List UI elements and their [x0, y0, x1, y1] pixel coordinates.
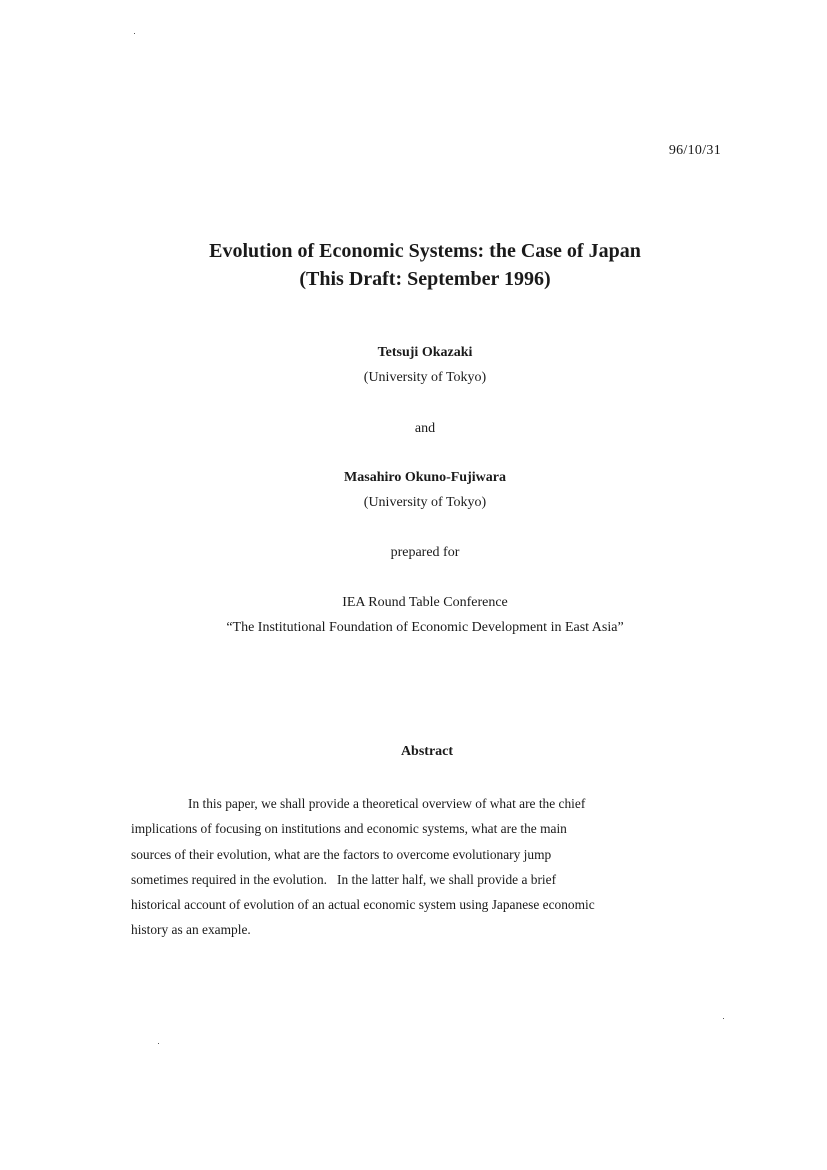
author-conjunction: and [414, 421, 436, 436]
abstract-line: In this paper, we shall provide a theoretical overview of what are the chief [188, 796, 586, 811]
abstract-line: history as an example. [131, 922, 251, 938]
prepared-for-label: prepared for [390, 545, 460, 560]
document-date: 96/10/31 [668, 143, 721, 158]
author-name-1: Tetsuji Okazaki [377, 345, 473, 360]
abstract-body [131, 791, 717, 943]
scan-speck [158, 1043, 159, 1044]
abstract-line: historical account of evolution of an actual economic system using Japanese economic [131, 897, 595, 913]
author-name-2: Masahiro Okuno-Fujiwara [344, 470, 506, 485]
abstract-line: sources of their evolution, what are the factors to overcome evolutionary jump [131, 846, 552, 862]
scan-speck [134, 33, 135, 34]
abstract-line: implications of focusing on institutions and economic systems, what are the main [131, 821, 567, 837]
title-line-2: (This Draft: September 1996) [299, 268, 551, 290]
title-line-1: Evolution of Economic Systems: the Case of Japan [209, 240, 641, 262]
conference-theme: “The Institutional Foundation of Economic Development in East Asia” [226, 620, 624, 635]
abstract-line: sometimes required in the evolution. In the latter half, we shall provide a brief [131, 871, 557, 887]
author-affiliation-2: (University of Tokyo) [363, 495, 487, 510]
conference-name: IEA Round Table Conference [342, 595, 508, 610]
paper-title [0, 237, 827, 293]
scan-speck [723, 1018, 724, 1019]
abstract-heading: Abstract [400, 744, 454, 759]
author-affiliation-1: (University of Tokyo) [363, 370, 487, 385]
